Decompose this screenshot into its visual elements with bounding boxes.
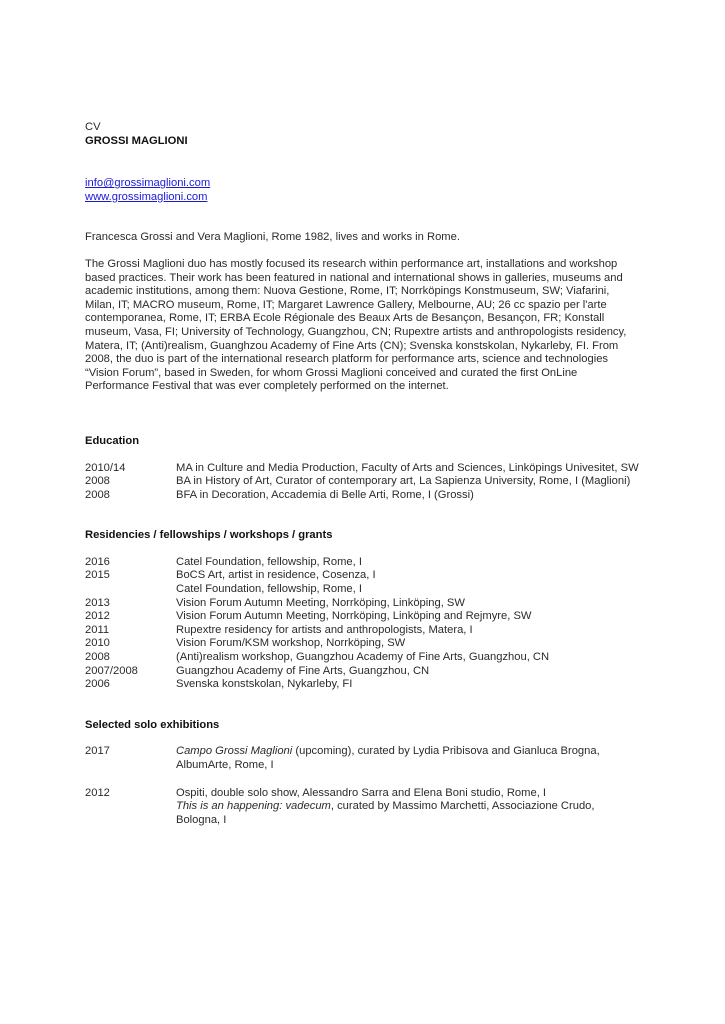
- education-list: [85, 462, 645, 503]
- entry-year: 2007/2008: [85, 664, 138, 677]
- entry-year: 2008: [85, 651, 110, 664]
- list-item: [85, 651, 645, 665]
- entry-desc: Rupextre residency for artists and anthropologists, Matera, I: [176, 623, 473, 636]
- entry-year: [85, 583, 176, 597]
- list-item: [85, 678, 645, 692]
- list-item: [85, 569, 645, 583]
- entry-desc: BA in History of Art, Curator of contemporary art, La Sapienza University, Rome, I (Maglioni): [176, 475, 631, 488]
- list-item: [85, 610, 645, 624]
- entry-year: 2008: [85, 475, 110, 488]
- artist-name: GROSSI MAGLIONI: [85, 134, 188, 147]
- list-item: [85, 624, 645, 638]
- entry-year: 2010/14: [85, 461, 126, 474]
- list-item: [85, 489, 645, 503]
- list-item: [85, 556, 645, 570]
- entry-year: 2013: [85, 596, 110, 609]
- list-item: [85, 583, 645, 597]
- entry-year: 2006: [85, 678, 110, 691]
- list-item: [85, 637, 645, 651]
- residencies-list: [85, 556, 645, 692]
- exhibition-title: This is an happening: vadecum: [176, 800, 331, 813]
- exhibition-details: Ospiti, double solo show, Alessandro Sarra and Elena Boni studio, Rome, I: [176, 786, 547, 799]
- list-item: [85, 597, 645, 611]
- entry-desc: Catel Foundation, fellowship, Rome, I: [176, 583, 362, 596]
- entry-desc: Vision Forum Autumn Meeting, Norrköping, Linköping, SW: [176, 596, 465, 609]
- cv-label: CV: [85, 121, 101, 133]
- entry-desc: Svenska konstskolan, Nykarleby, FI: [176, 678, 353, 691]
- entry-desc: MA in Culture and Media Production, Faculty of Arts and Sciences, Linköpings Univesitet, SW: [176, 461, 639, 474]
- entry-year: 2011: [85, 623, 110, 636]
- list-item: [85, 745, 645, 772]
- website-link[interactable]: www.grossimaglioni.com: [85, 190, 208, 203]
- entry-desc: [176, 787, 645, 828]
- entry-desc: (Anti)realism workshop, Guangzhou Academy of Fine Arts, Guangzhou, CN: [176, 651, 550, 664]
- entry-desc: BoCS Art, artist in residence, Cosenza, I: [176, 569, 376, 582]
- list-item: [85, 462, 645, 476]
- entry-desc: [176, 745, 645, 772]
- exhibition-title: Campo Grossi Maglioni: [176, 745, 293, 758]
- intro-line: Francesca Grossi and Vera Maglioni, Rome 1982, lives and works in Rome.: [85, 231, 460, 244]
- entry-desc: Vision Forum Autumn Meeting, Norrköping, Linköping and Rejmyre, SW: [176, 610, 532, 623]
- entry-desc: Guangzhou Academy of Fine Arts, Guangzhou, CN: [176, 664, 430, 677]
- exhibition-details: , curated by Massimo Marchetti, Associazione Crudo, Bologna, I: [176, 800, 595, 826]
- exhibition-details: (upcoming), curated by Lydia Pribisova and Gianluca Brogna, AlbumArte, Rome, I: [176, 745, 600, 771]
- entry-year: 2016: [85, 555, 110, 568]
- cv-page: [85, 121, 645, 827]
- entry-year: 2012: [85, 786, 110, 799]
- residencies-heading: Residencies / fellowships / workshops / grants: [85, 529, 333, 542]
- solo-exhibitions-heading: Selected solo exhibitions: [85, 718, 220, 731]
- entry-year: 2008: [85, 488, 110, 501]
- entry-desc: BFA in Decoration, Accademia di Belle Arti, Rome, I (Grossi): [176, 488, 474, 501]
- bio-paragraph: The Grossi Maglioni duo has mostly focused its research within performance art, installations and workshop based practices. Their work has been featured in national and international shows in galleries, museums and academic institutions, among them: Nuova Gestione, Rome, IT; Norrköpings Konstmuseum, SW; Viafarini, Milan, IT; MACRO museum, Rome, IT; Margaret Lawrence Gallery, Melbourne, AU; 26 cc spazio per l'arte contemporanea, Rome, IT; ERBA Ecole Régionale des Beaux Arts de Besançon, Besançon, FR; Konstall museum, Vasa, FI; University of Technology, Guangzhou, CN; Rupextre artists and anthropologists residency, Matera, IT; (Anti)realism, Guanghzou Academy of Fine Arts (CN); Svenska konstskolan, Nykarleby, FI. From 2008, the duo is part of the international research platform for performance arts, science and technologies “Vision Forum”, based in Sweden, for whom Grossi Maglioni conceived and curated the first OnLine Performance Festival that was ever completely performed on the internet.: [85, 257, 627, 393]
- email-link[interactable]: info@grossimaglioni.com: [85, 177, 211, 190]
- entry-year: 2017: [85, 745, 110, 758]
- entry-year: 2012: [85, 610, 110, 623]
- entry-year: 2010: [85, 637, 110, 650]
- list-item: [85, 787, 645, 828]
- entry-desc: Catel Foundation, fellowship, Rome, I: [176, 555, 362, 568]
- entry-year: 2015: [85, 569, 110, 582]
- list-item: [85, 665, 645, 679]
- list-item: [85, 475, 645, 489]
- education-heading: Education: [85, 434, 140, 447]
- entry-desc: Vision Forum/KSM workshop, Norrköping, SW: [176, 637, 406, 650]
